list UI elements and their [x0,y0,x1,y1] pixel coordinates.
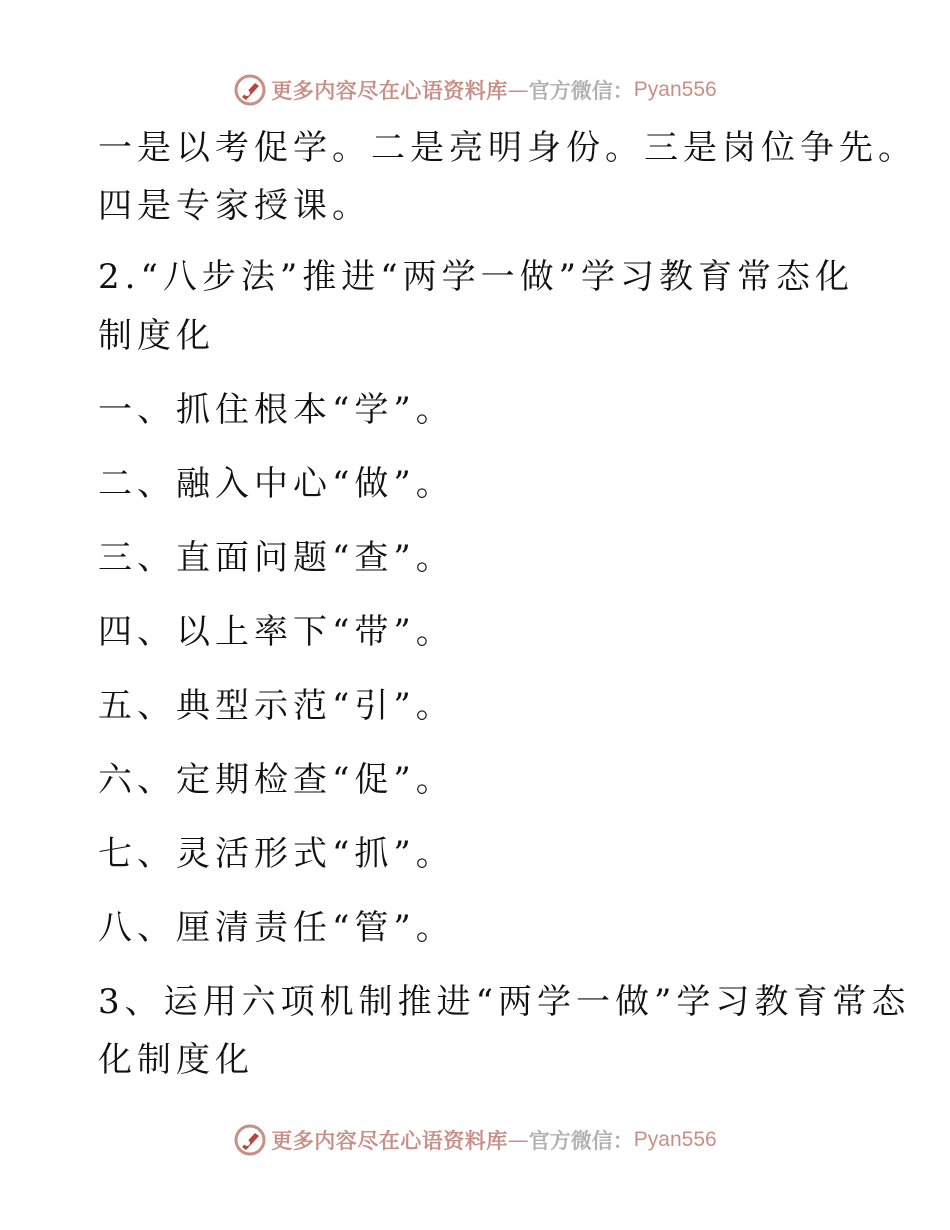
watermark-brand-text: 更多内容尽在心语资料库 [271,78,508,103]
list-item: 八、厘清责任“管”。 [98,908,455,948]
list-item: 五、典型示范“引”。 [98,686,455,726]
footer-watermark [0,1120,950,1160]
watermark-dash: — [507,78,529,102]
logo-icon [233,1123,267,1157]
list-item: 三、直面问题“查”。 [98,538,455,578]
logo-icon [233,73,267,107]
header-watermark [0,70,950,110]
list-item: 七、灵活形式“抓”。 [98,834,455,874]
list-item: 二、融入中心“做”。 [98,464,455,504]
watermark-dash: — [507,1128,529,1152]
watermark-wechat-id: Pyan556 [633,1128,717,1151]
list-item: 一、抓住根本“学”。 [98,390,455,430]
list-item: 四、以上率下“带”。 [98,612,455,652]
paragraph-line: 四是专家授课。 [98,186,371,226]
watermark-brand-text: 更多内容尽在心语资料库 [271,1128,508,1153]
section-heading-line: 制度化 [98,316,215,356]
section-heading-line: 3、运用六项机制推进“两学一做”学习教育常态 [98,982,911,1022]
watermark-wechat-label: 官方微信： [528,78,634,103]
list-item: 六、定期检查“促”。 [98,760,455,800]
watermark-wechat-label: 官方微信： [528,1128,634,1153]
watermark-wechat-id: Pyan556 [633,78,717,101]
section-heading-line: 化制度化 [98,1040,254,1080]
section-heading-line: 2.“八步法”推进“两学一做”学习教育常态化 [98,257,854,297]
paragraph-line: 一是以考促学。二是亮明身份。三是岗位争先。 [98,128,917,168]
